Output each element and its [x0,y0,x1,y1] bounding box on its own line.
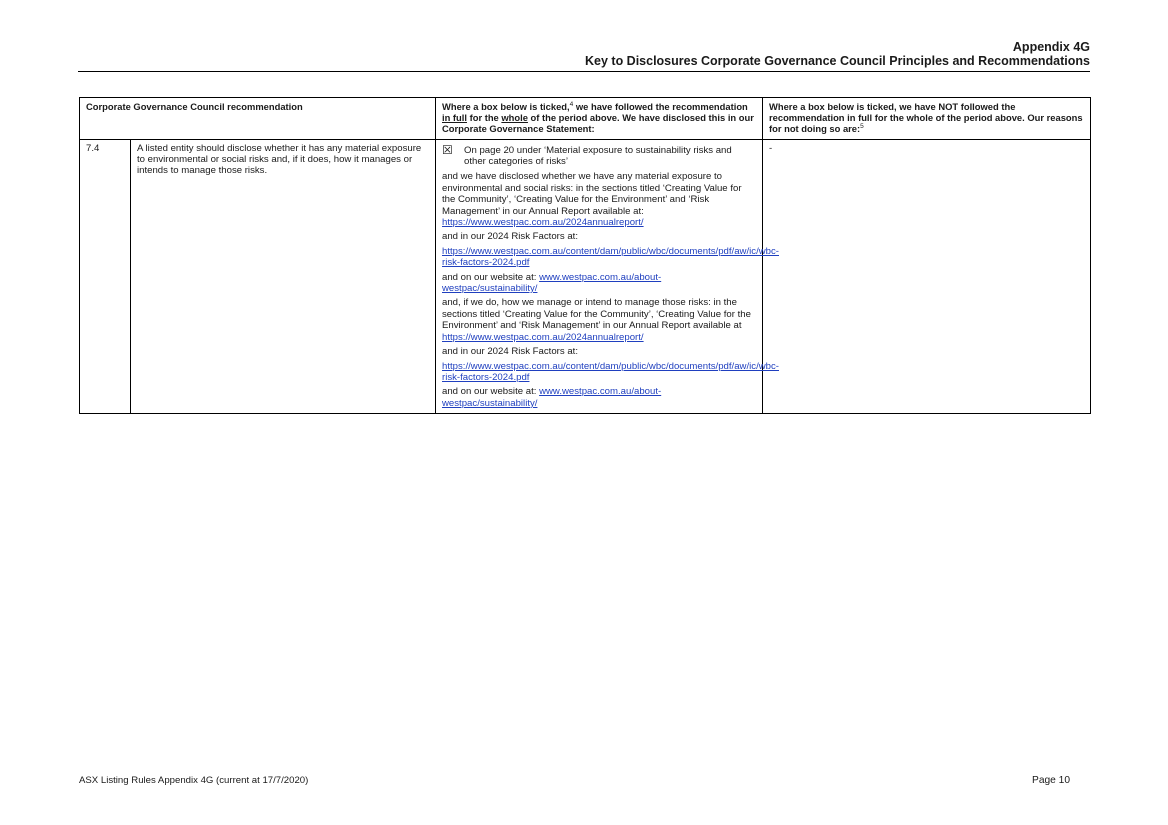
footer-source: ASX Listing Rules Appendix 4G (current at 17/7/2020) [79,775,309,786]
annual-report-link[interactable]: https://www.westpac.com.au/2024annualreport/ [442,217,644,229]
row-number: 7.4 [80,139,131,414]
risk-factors-link[interactable]: https://www.westpac.com.au/content/dam/public/wbc/documents/pdf/aw/ic/wbc-risk-factors-2024.pdf [442,360,779,383]
disclosure-text: and in our 2024 Risk Factors at: [442,346,578,358]
disclosure-text: and we have disclosed whether we have any material exposure to environmental and social risks: in the sections titled ‘Creating Value for the Community’, ‘Creating Value for the Environment’ and ‘Risk Management’ in our Annual Report available at: [442,171,742,217]
sustainability-link[interactable]: www.westpac.com.au/about-westpac/sustainability/ [442,386,662,409]
not-followed-reasons: - [763,139,1091,414]
disclosure-table [79,97,1091,414]
disclosure-text: and on our website at: [442,386,540,398]
annual-report-link[interactable]: https://www.westpac.com.au/2024annualreport/ [442,331,644,343]
checkbox-label: On page 20 under ‘Material exposure to sustainability risks and other categories of risks’ [464,144,732,168]
disclosure-text: and, if we do, how we manage or intend to manage those risks: in the sections titled ‘Creating Value for the Community’, ‘Creating Value for the Environment’ and ‘Risk Management’ in our Annual Report available at [442,297,751,332]
header-title: Key to Disclosures Corporate Governance Council Principles and Recommendations [585,54,1090,68]
page-header [585,40,1090,68]
header-divider [78,71,1090,72]
col-header-recommendation: Corporate Governance Council recommendation [80,98,436,140]
table-header-row [80,98,1091,140]
recommendation-text: A listed entity should disclose whether it has any material exposure to environmental or social risks and, if it does, how it manages or intends to manage those risks. [131,139,436,414]
col-header-not-followed: Where a box below is ticked, we have NOT followed the recommendation in full for the whole of the period above. Our reasons for not doing so are:$^5$ [763,98,1091,140]
risk-factors-link[interactable]: https://www.westpac.com.au/content/dam/public/wbc/documents/pdf/aw/ic/wbc-risk-factors-2024.pdf [442,245,779,269]
followed-disclosure [436,139,779,414]
sustainability-link[interactable]: www.westpac.com.au/about-westpac/sustainability/ [442,271,662,295]
col-header-followed: Where a box below is ticked,$^4$ we have followed the recommendation in full for the whole of the period above. We have disclosed this in our Corporate Governance Statement: [436,98,763,140]
table-row [80,139,1091,414]
header-appendix: Appendix 4G [1012,40,1090,54]
checkbox-checked-icon[interactable]: ☒ [442,142,453,157]
page-number: Page 10 [1032,775,1070,786]
checkbox-row [442,142,756,168]
disclosure-text: and in our 2024 Risk Factors at: [442,231,578,243]
disclosure-text: and on our website at: [442,271,540,283]
